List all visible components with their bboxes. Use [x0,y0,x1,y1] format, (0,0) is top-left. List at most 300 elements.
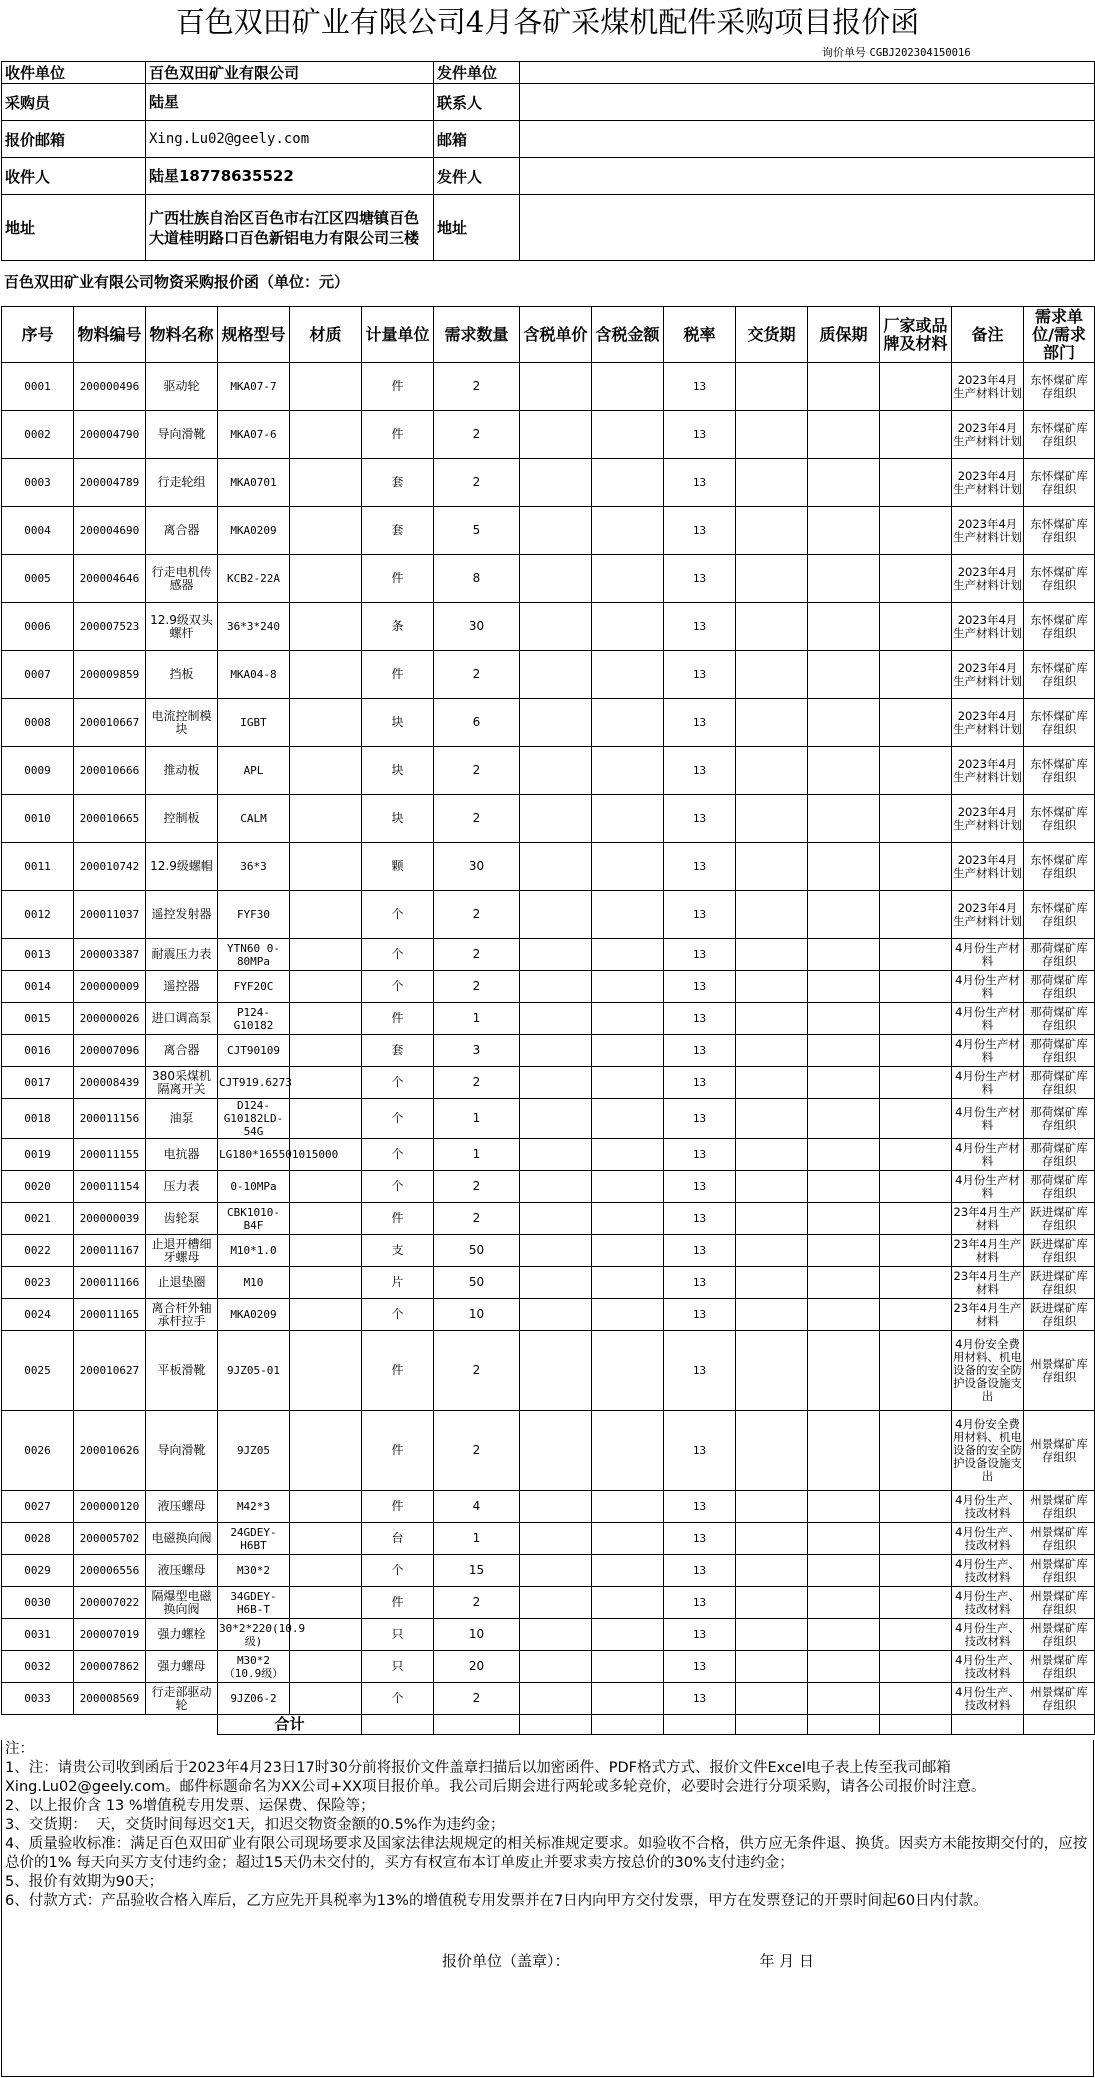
table-cell[interactable] [880,1491,952,1523]
table-cell[interactable] [736,603,808,651]
email-label: 邮箱 [434,121,520,158]
table-cell[interactable] [290,891,362,939]
table-cell[interactable] [736,363,808,411]
table-cell[interactable] [808,1099,880,1139]
table-cell[interactable] [592,1099,664,1139]
table-cell[interactable] [592,555,664,603]
table-cell[interactable] [592,459,664,507]
buyer-value[interactable]: 陆星 [146,84,434,121]
table-cell[interactable] [808,1619,880,1651]
table-cell: 那荷煤矿库存组织 [1024,1035,1095,1067]
table-cell: 4月份生产材料 [952,1139,1024,1171]
table-cell[interactable] [592,507,664,555]
table-cell[interactable] [808,747,880,795]
table-cell[interactable] [592,1139,664,1171]
table-cell[interactable] [808,507,880,555]
table-cell[interactable] [290,651,362,699]
table-cell: 止退垫圈 [146,1267,218,1299]
table-cell[interactable] [736,747,808,795]
table-cell: 13 [664,1203,736,1235]
table-cell: 2 [434,1683,520,1715]
note-line: 4、质量验收标准：满足百色双田矿业有限公司现场要求及国家法律法规规定的相关标准规定要求。如验收不合格，供方应无条件退、换货。因卖方未能按期交付的，应按总价的1% 每天向买方支付违约金；超过15天仍未交付的，买方有权宣布本订单废止并要求卖方按总价的30%支付违约金； [5,1836,1088,1871]
table-cell: 州景煤矿库存组织 [1024,1555,1095,1587]
table-cell[interactable] [880,1619,952,1651]
table-cell[interactable] [880,555,952,603]
table-cell[interactable] [880,747,952,795]
sender-value[interactable] [520,158,1095,195]
table-cell[interactable] [290,1683,362,1715]
table-cell[interactable] [290,411,362,459]
table-cell[interactable] [520,507,592,555]
table-cell[interactable] [808,603,880,651]
table-cell[interactable] [290,507,362,555]
table-cell: 个 [362,1067,434,1099]
table-cell[interactable] [736,795,808,843]
table-cell[interactable] [592,411,664,459]
table-cell[interactable] [290,1035,362,1067]
total-cell [520,1715,592,1735]
table-cell[interactable] [808,1067,880,1099]
table-cell: 个 [362,1555,434,1587]
table-cell[interactable] [520,1683,592,1715]
table-cell: 50 [434,1267,520,1299]
table-cell[interactable] [290,363,362,411]
table-cell[interactable] [290,1067,362,1099]
table-cell[interactable] [592,1035,664,1067]
table-cell[interactable] [880,1203,952,1235]
table-cell: 州景煤矿库存组织 [1024,1587,1095,1619]
total-cell [880,1715,952,1735]
table-cell[interactable] [808,1171,880,1203]
table-cell[interactable] [808,1523,880,1555]
table-cell: 强力螺母 [146,1651,218,1683]
table-cell[interactable] [592,1411,664,1491]
table-row [2,651,1095,699]
table-cell: D124-G10182LD-54G [218,1099,290,1139]
table-cell: 30 [434,603,520,651]
table-cell[interactable] [808,459,880,507]
total-cell [1024,1715,1095,1735]
table-cell[interactable] [290,555,362,603]
table-cell[interactable] [592,1587,664,1619]
column-header: 规格型号 [218,307,290,363]
table-cell[interactable] [592,651,664,699]
table-cell[interactable] [808,1411,880,1491]
table-cell: 东怀煤矿库存组织 [1024,363,1095,411]
table-cell: 2 [434,1067,520,1099]
table-cell: 13 [664,1555,736,1587]
table-cell[interactable] [736,1683,808,1715]
table-cell: 3 [434,1035,520,1067]
table-cell: 4月份生产、技改材料 [952,1619,1024,1651]
table-cell[interactable] [520,603,592,651]
table-cell[interactable] [808,1555,880,1587]
receiver-unit-value[interactable]: 百色双田矿业有限公司 [146,62,434,84]
table-cell[interactable] [592,1683,664,1715]
table-cell[interactable] [880,971,952,1003]
table-cell[interactable] [520,699,592,747]
table-cell[interactable] [736,1555,808,1587]
table-cell[interactable] [880,1003,952,1035]
table-cell[interactable] [736,971,808,1003]
table-cell: 东怀煤矿库存组织 [1024,891,1095,939]
table-cell[interactable] [880,843,952,891]
table-cell[interactable] [592,1003,664,1035]
table-cell[interactable] [880,1331,952,1411]
table-cell: 4月份生产材料 [952,939,1024,971]
table-cell[interactable] [592,1171,664,1203]
table-cell[interactable] [808,1139,880,1171]
table-cell[interactable] [290,1099,362,1139]
table-cell[interactable] [592,939,664,971]
table-cell[interactable] [520,1411,592,1491]
table-cell: 13 [664,363,736,411]
table-cell: 200011154 [74,1171,146,1203]
table-cell: 州景煤矿库存组织 [1024,1523,1095,1555]
table-cell[interactable] [520,555,592,603]
table-cell: 5 [434,507,520,555]
table-cell[interactable] [808,1587,880,1619]
table-cell[interactable] [808,795,880,843]
table-cell[interactable] [736,1235,808,1267]
table-cell[interactable] [736,1411,808,1491]
table-cell[interactable] [736,1003,808,1035]
table-cell: 2023年4月生产材料计划 [952,603,1024,651]
table-cell: 件 [362,1331,434,1411]
recipient-value[interactable]: 陆星18778635522 [146,158,434,195]
table-cell[interactable] [880,1523,952,1555]
table-cell[interactable] [520,1299,592,1331]
table-cell[interactable] [520,843,592,891]
table-cell[interactable] [808,1003,880,1035]
table-cell[interactable] [520,1491,592,1523]
table-cell[interactable] [592,1203,664,1235]
table-cell[interactable] [880,939,952,971]
table-cell: 0013 [2,939,74,971]
table-cell[interactable] [520,939,592,971]
table-cell: 34GDEY-H6B-T [218,1587,290,1619]
table-cell[interactable] [736,699,808,747]
table-cell[interactable] [880,1035,952,1067]
table-cell[interactable] [736,1067,808,1099]
table-cell[interactable] [736,1267,808,1299]
table-cell[interactable] [290,1555,362,1587]
table-cell[interactable] [808,1491,880,1523]
table-cell: 13 [664,891,736,939]
table-cell[interactable] [290,939,362,971]
table-cell[interactable] [290,1203,362,1235]
table-cell[interactable] [736,1491,808,1523]
table-cell[interactable] [520,651,592,699]
table-cell: 东怀煤矿库存组织 [1024,603,1095,651]
table-cell[interactable] [880,1411,952,1491]
table-cell: 推动板 [146,747,218,795]
table-cell[interactable] [520,1555,592,1587]
table-cell[interactable] [520,1203,592,1235]
table-cell: 那荷煤矿库存组织 [1024,1099,1095,1139]
table-cell: 行走电机传感器 [146,555,218,603]
table-cell[interactable] [736,507,808,555]
table-cell: 13 [664,1003,736,1035]
table-cell[interactable] [592,699,664,747]
table-cell[interactable] [290,795,362,843]
table-cell[interactable] [880,1235,952,1267]
table-cell: 200011165 [74,1299,146,1331]
table-cell[interactable] [808,1683,880,1715]
table-cell[interactable] [290,1235,362,1267]
table-cell[interactable] [520,891,592,939]
table-cell[interactable] [880,1267,952,1299]
table-cell: 个 [362,1139,434,1171]
quote-email-value[interactable]: Xing.Lu02@geely.com [146,121,434,158]
table-cell[interactable] [592,1523,664,1555]
table-cell[interactable] [592,1619,664,1651]
table-cell[interactable] [290,1299,362,1331]
table-cell[interactable] [290,459,362,507]
table-cell: 跃进煤矿库存组织 [1024,1235,1095,1267]
table-cell[interactable] [290,1523,362,1555]
table-cell: 2023年4月生产材料计划 [952,795,1024,843]
table-cell[interactable] [290,1331,362,1411]
table-cell[interactable] [880,795,952,843]
table-cell: 200000026 [74,1003,146,1035]
table-cell[interactable] [520,363,592,411]
table-cell[interactable] [880,507,952,555]
table-cell: 13 [664,1299,736,1331]
sender-label: 发件人 [434,158,520,195]
table-cell[interactable] [290,699,362,747]
table-cell[interactable] [808,971,880,1003]
table-cell[interactable] [520,747,592,795]
table-cell: 2023年4月生产材料计划 [952,555,1024,603]
table-cell[interactable] [880,891,952,939]
table-cell[interactable] [736,1299,808,1331]
table-cell[interactable] [520,1619,592,1651]
table-cell[interactable] [592,843,664,891]
table-cell[interactable] [592,603,664,651]
table-cell[interactable] [808,843,880,891]
table-cell[interactable] [520,459,592,507]
address-value[interactable]: 广西壮族自治区百色市右江区四塘镇百色大道桂明路口百色新铝电力有限公司三楼 [146,195,434,261]
table-cell[interactable] [808,699,880,747]
table-cell: 13 [664,795,736,843]
table-cell[interactable] [808,1331,880,1411]
table-cell: M30*2（10.9级） [218,1651,290,1683]
table-cell[interactable] [592,795,664,843]
table-cell: 9JZ05 [218,1411,290,1491]
table-cell[interactable] [736,1099,808,1139]
table-cell[interactable] [808,1299,880,1331]
table-cell[interactable] [290,603,362,651]
table-cell: 200009859 [74,651,146,699]
table-cell: 0004 [2,507,74,555]
table-cell: 离合器 [146,507,218,555]
table-cell[interactable] [520,1067,592,1099]
table-cell[interactable] [592,1235,664,1267]
table-cell: 13 [664,459,736,507]
table-cell[interactable] [808,651,880,699]
email-value[interactable] [520,121,1095,158]
table-cell[interactable] [592,1067,664,1099]
table-cell: 油泵 [146,1099,218,1139]
table-cell[interactable] [880,1099,952,1139]
table-cell[interactable] [290,971,362,1003]
sender-unit-value[interactable] [520,62,1095,84]
table-cell: 东怀煤矿库存组织 [1024,507,1095,555]
table-cell[interactable] [880,699,952,747]
table-cell[interactable] [290,1171,362,1203]
table-cell[interactable] [880,603,952,651]
table-cell[interactable] [592,891,664,939]
table-cell[interactable] [520,1139,592,1171]
table-cell[interactable] [880,459,952,507]
table-cell: 行走轮组 [146,459,218,507]
table-cell[interactable] [520,1235,592,1267]
table-cell[interactable] [520,1331,592,1411]
total-cell [736,1715,808,1735]
table-cell[interactable] [736,1171,808,1203]
table-cell[interactable] [520,1099,592,1139]
table-cell[interactable] [592,1331,664,1411]
contact-value[interactable] [520,84,1095,121]
table-cell[interactable] [736,651,808,699]
table-cell: 4月份生产、技改材料 [952,1587,1024,1619]
table-cell[interactable] [880,363,952,411]
table-cell[interactable] [880,1555,952,1587]
table-cell[interactable] [736,1203,808,1235]
table-cell: 2 [434,363,520,411]
table-cell: M10*1.0 [218,1235,290,1267]
table-cell: APL [218,747,290,795]
table-cell: 件 [362,555,434,603]
column-header: 备注 [952,307,1024,363]
table-row [2,1003,1095,1035]
table-cell[interactable] [808,1035,880,1067]
table-cell[interactable] [592,1651,664,1683]
table-cell: 200005702 [74,1523,146,1555]
table-cell[interactable] [520,411,592,459]
table-cell[interactable] [290,1411,362,1491]
table-cell[interactable] [520,1267,592,1299]
column-header: 含税金额 [592,307,664,363]
table-cell: 州景煤矿库存组织 [1024,1411,1095,1491]
table-cell[interactable] [520,1523,592,1555]
table-cell[interactable] [880,1139,952,1171]
table-cell: 2 [434,411,520,459]
table-cell[interactable] [592,1299,664,1331]
table-cell: 36*3*240 [218,603,290,651]
table-cell[interactable] [290,1003,362,1035]
table-row [2,1299,1095,1331]
table-cell[interactable] [808,1267,880,1299]
table-cell[interactable] [736,459,808,507]
table-cell[interactable] [736,1035,808,1067]
table-cell[interactable] [520,1171,592,1203]
table-cell: 2023年4月生产材料计划 [952,411,1024,459]
table-cell[interactable] [880,1683,952,1715]
table-cell[interactable] [592,971,664,1003]
table-cell[interactable] [736,1523,808,1555]
table-cell[interactable] [808,1651,880,1683]
table-cell[interactable] [880,1171,952,1203]
table-cell[interactable] [290,1651,362,1683]
table-cell: 2 [434,747,520,795]
table-cell[interactable] [592,1555,664,1587]
table-cell[interactable] [880,1651,952,1683]
table-cell: 200011166 [74,1267,146,1299]
table-cell: 2023年4月生产材料计划 [952,843,1024,891]
table-cell[interactable] [736,843,808,891]
table-cell[interactable] [880,1067,952,1099]
table-cell[interactable] [290,1267,362,1299]
address-label: 地址 [2,195,146,261]
table-cell[interactable] [592,1491,664,1523]
table-cell[interactable] [520,971,592,1003]
table-cell[interactable] [290,843,362,891]
note-line: 1、注：请贵公司收到函后于2023年4月23日17时30分前将报价文件盖章扫描后以加密函件、PDF格式方式、报价文件Excel电子表上传至我司邮箱Xing.Lu02@geely.com。邮件标题命名为XX公司+XX项目报价单。我公司后期会进行两轮或多轮竞价，必要时会进行分项采购，请各公司报价时注意。 [5,1760,986,1795]
table-cell[interactable] [736,1331,808,1411]
table-cell[interactable] [520,1035,592,1067]
table-cell[interactable] [520,1003,592,1035]
table-cell[interactable] [290,1587,362,1619]
table-row [2,507,1095,555]
table-cell[interactable] [736,1139,808,1171]
table-cell[interactable] [808,1235,880,1267]
table-cell[interactable] [808,891,880,939]
table-cell: 只 [362,1619,434,1651]
table-cell[interactable] [290,1491,362,1523]
table-cell[interactable] [736,1587,808,1619]
table-cell[interactable] [736,411,808,459]
table-cell: 200011156 [74,1099,146,1139]
table-cell[interactable] [290,747,362,795]
table-cell[interactable] [592,747,664,795]
table-cell[interactable] [808,1203,880,1235]
table-row [2,747,1095,795]
table-cell[interactable] [736,891,808,939]
table-cell: 2 [434,1411,520,1491]
table-cell[interactable] [880,651,952,699]
table-cell: 200000039 [74,1203,146,1235]
table-cell[interactable] [736,1651,808,1683]
table-cell: 13 [664,1331,736,1411]
table-cell[interactable] [880,1299,952,1331]
table-cell: CJT90109 [218,1035,290,1067]
table-cell[interactable] [520,795,592,843]
table-cell[interactable] [520,1587,592,1619]
table-cell: 进口调高泵 [146,1003,218,1035]
table-cell[interactable] [736,555,808,603]
table-cell: 13 [664,1235,736,1267]
table-cell[interactable] [808,363,880,411]
table-cell[interactable] [880,1587,952,1619]
total-cell [362,1715,434,1735]
table-cell[interactable] [808,411,880,459]
table-cell[interactable] [520,1651,592,1683]
table-cell: 200010667 [74,699,146,747]
table-cell[interactable] [736,939,808,971]
total-cell[interactable] [592,1715,664,1735]
table-cell[interactable] [808,555,880,603]
address2-value[interactable] [520,195,1095,261]
table-cell[interactable] [592,363,664,411]
inquiry-value: CGBJ202304150016 [869,47,971,59]
table-cell[interactable] [736,1619,808,1651]
table-cell[interactable] [592,1267,664,1299]
table-cell[interactable] [880,411,952,459]
table-cell: 4月份生产、技改材料 [952,1651,1024,1683]
table-cell[interactable] [808,939,880,971]
